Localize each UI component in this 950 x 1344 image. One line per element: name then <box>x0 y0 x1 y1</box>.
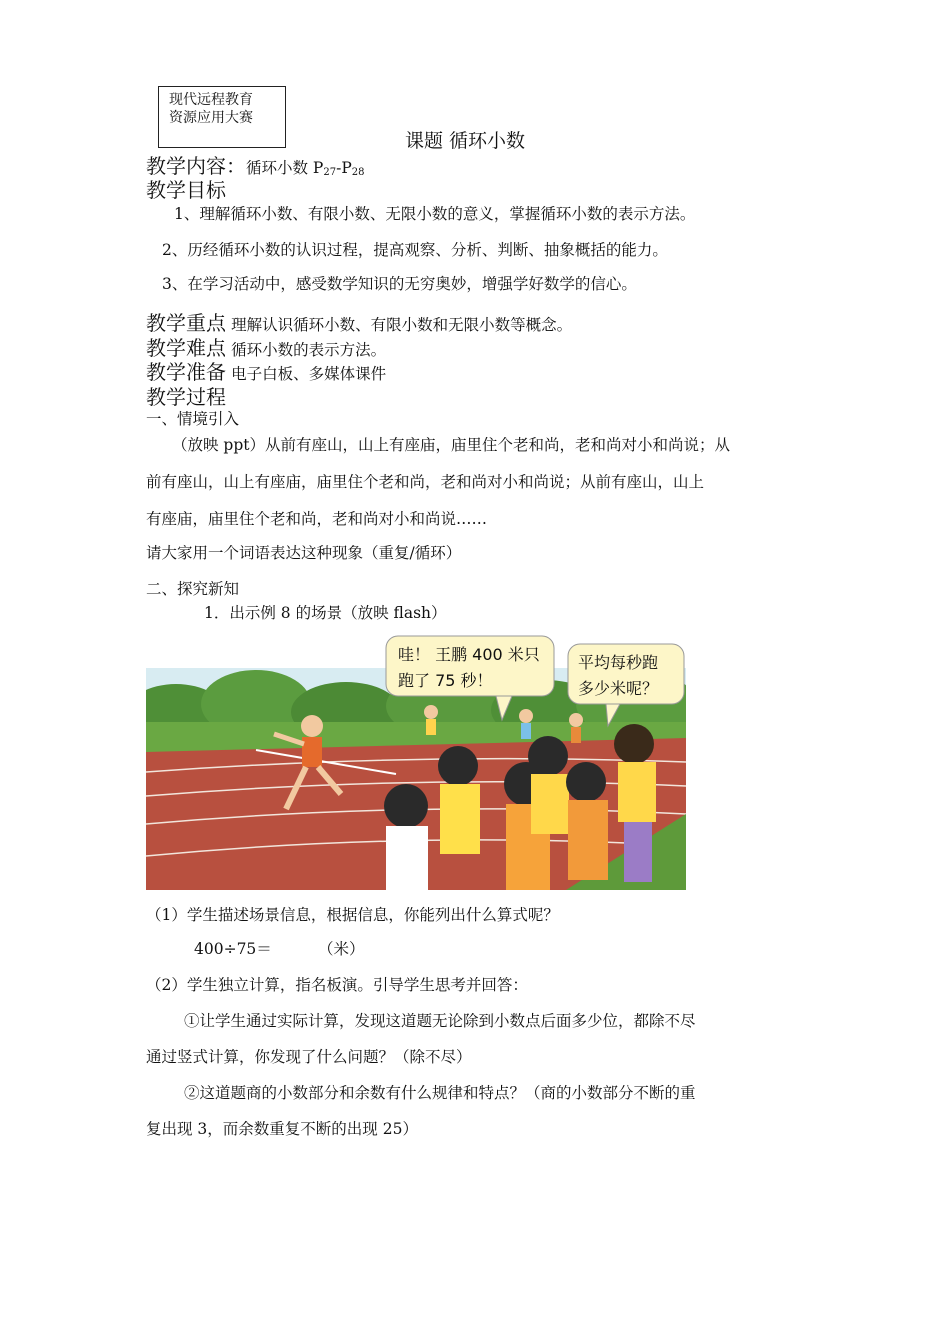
bubble-2-line-1: 平均每秒跑 <box>578 653 659 672</box>
teaching-content-label: 教学内容： <box>146 154 246 178</box>
story-line-1: （放映 ppt）从前有座山，山上有座庙，庙里住个老和尚，老和尚对小和尚说；从 <box>172 436 731 454</box>
contest-stamp-box <box>158 86 286 148</box>
bubble-1-line-1: 哇！ 王鹏 400 米只 <box>398 645 540 664</box>
point-1-line-1: ①让学生通过实际计算，发现这道题无论除到小数点后面多少位，都除不尽 <box>184 1012 696 1030</box>
key-point-text: 理解认识循环小数、有限小数和无限小数等概念。 <box>231 316 573 334</box>
formula-unit: （米） <box>318 940 365 958</box>
point-1-line-2: 通过竖式计算，你发现了什么问题？（除不尽） <box>146 1048 472 1066</box>
teaching-content-text-a: 循环小数 P <box>246 159 324 177</box>
bubble-1-line-2: 跑了 75 秒！ <box>398 671 493 690</box>
stamp-line-1: 现代远程教育 <box>169 92 253 108</box>
bubble-2-line-2: 多少米呢？ <box>578 679 659 698</box>
section-1-heading: 一、情境引入 <box>146 410 240 428</box>
story-line-3: 有座庙，庙里住个老和尚，老和尚对小和尚说…… <box>146 510 488 528</box>
preparation-text: 电子白板、多媒体课件 <box>231 365 387 383</box>
story-line-2: 前有座山，山上有座庙，庙里住个老和尚，老和尚对小和尚说；从前有座山，山上 <box>146 473 705 491</box>
difficulty-label: 教学难点 <box>146 336 226 360</box>
objective-item-3: 3、在学习活动中，感受数学知识的无穷奥妙，增强学好数学的信心。 <box>162 275 637 293</box>
key-point-label: 教学重点 <box>146 311 226 335</box>
difficulty-text: 循环小数的表示方法。 <box>231 341 387 359</box>
page-dash: -P <box>336 159 352 177</box>
section-2-heading: 二、探究新知 <box>146 580 240 598</box>
objectives-heading: 教学目标 <box>146 178 226 202</box>
preparation-label: 教学准备 <box>146 360 226 384</box>
story-question: 请大家用一个词语表达这种现象（重复/循环） <box>146 544 462 562</box>
page-sub-b: 28 <box>351 167 365 178</box>
process-heading: 教学过程 <box>146 385 226 409</box>
division-formula: 400÷75＝ <box>194 940 272 958</box>
objective-item-2: 2、历经循环小数的认识过程，提高观察、分析、判断、抽象概括的能力。 <box>162 241 668 259</box>
objective-item-1: 1、理解循环小数、有限小数、无限小数的意义，掌握循环小数的表示方法。 <box>174 205 696 223</box>
lesson-title: 课题 循环小数 <box>405 130 526 152</box>
example-8-line: 1．出示例 8 的场景（放映 flash） <box>204 604 447 622</box>
page-sub-a: 27 <box>323 167 337 178</box>
stamp-line-2: 资源应用大赛 <box>169 110 253 126</box>
running-track-illustration <box>146 634 686 890</box>
point-2-line-2: 复出现 3，而余数重复不断的出现 25） <box>146 1120 418 1138</box>
point-2-line-1: ②这道题商的小数部分和余数有什么规律和特点？（商的小数部分不断的重 <box>184 1084 696 1102</box>
bubble-2-text <box>578 650 658 702</box>
bubble-1-text <box>398 642 540 694</box>
question-1: （1）学生描述场景信息，根据信息，你能列出什么算式呢？ <box>146 906 559 924</box>
question-2: （2）学生独立计算，指名板演。引导学生思考并回答： <box>146 976 528 994</box>
